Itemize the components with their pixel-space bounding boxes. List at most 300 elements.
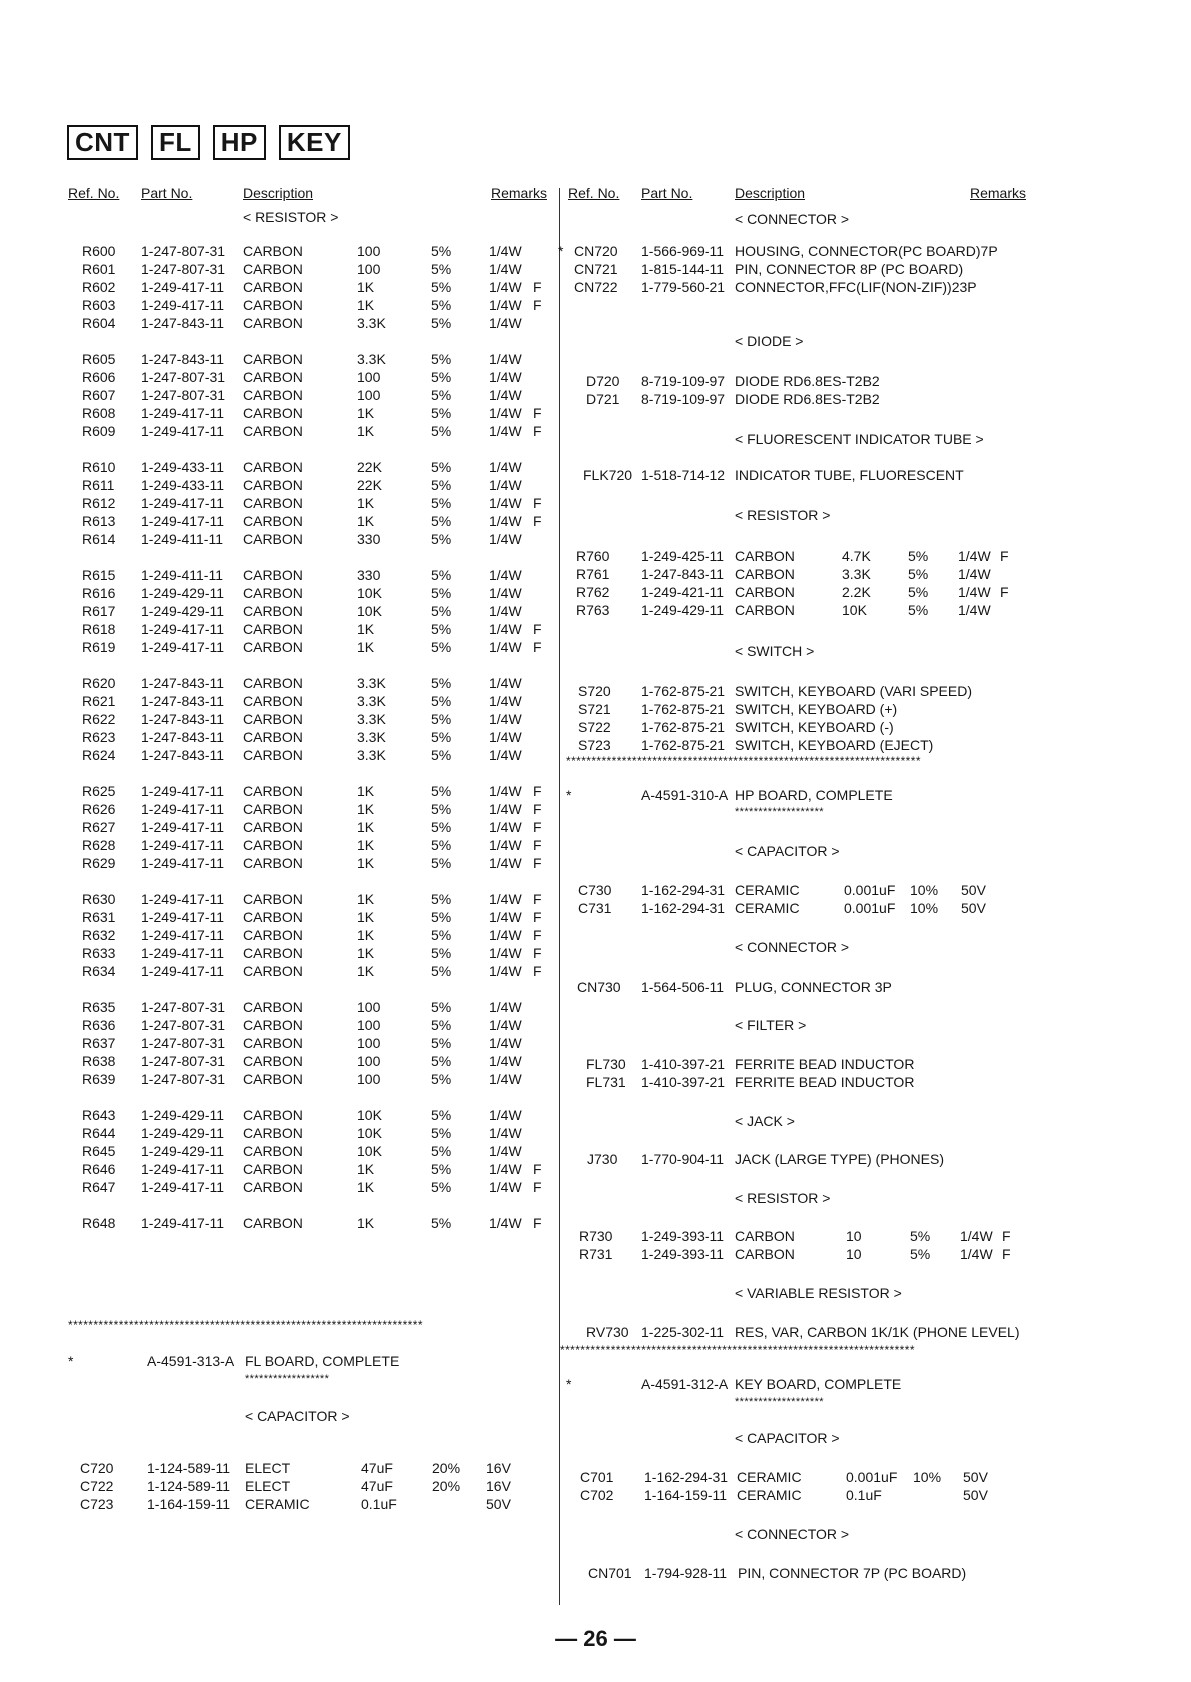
cell-tol: 5% <box>908 584 929 600</box>
table-row <box>68 405 551 423</box>
cell-desc: CARBON <box>735 584 795 600</box>
cell-remark: F <box>533 891 542 907</box>
header-description-right: Description <box>735 185 806 201</box>
cell-ref: CN720 <box>574 243 618 259</box>
cell-ref: R602 <box>82 279 116 295</box>
table-row <box>68 531 551 549</box>
cell-desc: CARBON <box>243 513 303 529</box>
tab-key: KEY <box>279 125 350 160</box>
cell-desc: ELECT <box>245 1460 291 1476</box>
cell-value: 22K <box>357 459 382 475</box>
cell-value: 1K <box>357 891 375 907</box>
cell-voltage: 50V <box>961 882 986 898</box>
cell-power: 1/4W <box>489 801 522 817</box>
table-row <box>568 279 1041 297</box>
category-filter: < FILTER > <box>735 1017 807 1033</box>
cell-value: 100 <box>357 387 381 403</box>
cell-power: 1/4W <box>489 747 522 763</box>
table-row <box>68 999 551 1017</box>
cell-part: 1-247-807-31 <box>141 261 226 277</box>
cell-ref: R628 <box>82 837 116 853</box>
cell-desc: CARBON <box>243 783 303 799</box>
cell-remark: F <box>533 819 542 835</box>
category-connector: < CONNECTOR > <box>735 211 850 227</box>
cell-ref: R610 <box>82 459 116 475</box>
cell-part: 1-249-421-11 <box>641 584 725 600</box>
cell-desc: CARBON <box>243 495 303 511</box>
cell-ref: R648 <box>82 1215 116 1231</box>
cell-desc: CARBON <box>243 1143 303 1159</box>
fl-board-underline: ****************** <box>245 1373 330 1385</box>
table-row <box>568 1565 1041 1583</box>
cell-value: 3.3K <box>357 315 386 331</box>
cell-part: 1-247-843-11 <box>141 351 225 367</box>
cell-part: 1-249-429-11 <box>141 585 225 601</box>
cell-part: 1-162-294-31 <box>641 900 726 916</box>
table-row <box>68 1035 551 1053</box>
cell-remark: F <box>1002 1228 1011 1244</box>
cell-part: 1-249-417-11 <box>141 837 225 853</box>
table-row <box>68 909 551 927</box>
table-row <box>568 737 1041 755</box>
cell-value: 1K <box>357 405 375 421</box>
cell-part: 1-249-417-11 <box>141 1161 225 1177</box>
cell-ref: FLK720 <box>583 467 633 483</box>
cell-remark: F <box>533 945 542 961</box>
cell-value: 1K <box>357 513 375 529</box>
cell-part: 1-815-144-11 <box>641 261 725 277</box>
cell-value: 1K <box>357 855 375 871</box>
cell-part: 1-247-843-11 <box>141 675 225 691</box>
cell-desc: CARBON <box>243 279 303 295</box>
category-switch: < SWITCH > <box>735 643 815 659</box>
header-ref-no: Ref. No. <box>68 185 120 201</box>
column-divider <box>559 188 560 1605</box>
cell-desc: HP BOARD, COMPLETE <box>735 787 893 803</box>
cell-power: 1/4W <box>489 639 522 655</box>
cell-ref: R761 <box>576 566 610 582</box>
cell-remark: F <box>533 639 542 655</box>
cell-tol: 5% <box>431 603 452 619</box>
cell-power: 1/4W <box>489 729 522 745</box>
cell-ref: R608 <box>82 405 116 421</box>
table-row <box>568 584 1041 602</box>
cell-power: 1/4W <box>489 963 522 979</box>
cell-desc: CARBON <box>243 621 303 637</box>
cell-part: 1-247-807-31 <box>141 1035 226 1051</box>
table-row <box>68 1143 551 1161</box>
cell-tol: 20% <box>432 1460 461 1476</box>
cell-tol: 5% <box>431 585 452 601</box>
cell-ref: R622 <box>82 711 116 727</box>
table-row <box>68 1053 551 1071</box>
cell-ref: R624 <box>82 747 116 763</box>
cell-desc: CARBON <box>243 945 303 961</box>
cell-remark: F <box>533 801 542 817</box>
cell-part: 1-249-417-11 <box>141 1179 225 1195</box>
cell-desc: CARBON <box>243 909 303 925</box>
cell-part: 1-247-843-11 <box>141 315 225 331</box>
table-row <box>568 566 1041 584</box>
cell-tol: 5% <box>910 1228 931 1244</box>
cell-desc: CARBON <box>243 1125 303 1141</box>
cell-remark: F <box>533 297 542 313</box>
cell-remark: F <box>533 513 542 529</box>
cell-part: 1-249-417-11 <box>141 639 225 655</box>
cell-desc: ELECT <box>245 1478 291 1494</box>
cell-value: 1K <box>357 963 375 979</box>
category-connector: < CONNECTOR > <box>735 939 850 955</box>
table-row <box>568 261 1041 279</box>
cell-power: 1/4W <box>489 837 522 853</box>
header-description: Description <box>243 185 314 201</box>
cell-remark: F <box>1000 584 1009 600</box>
cell-tol: 5% <box>431 405 452 421</box>
cell-ref: R625 <box>82 783 116 799</box>
cell-power: 1/4W <box>489 711 522 727</box>
category-fluorescent-tube: < FLUORESCENT INDICATOR TUBE > <box>735 431 984 447</box>
cell-ref: S720 <box>578 683 611 699</box>
cell-tol: 5% <box>431 837 452 853</box>
cell-value: 3.3K <box>357 729 386 745</box>
cell-ref: R620 <box>82 675 116 691</box>
cell-ref: R629 <box>82 855 116 871</box>
table-row <box>68 855 551 873</box>
cell-ref: R644 <box>82 1125 116 1141</box>
cell-part: 1-249-393-11 <box>641 1228 725 1244</box>
cell-desc: CARBON <box>243 801 303 817</box>
cell-power: 1/4W <box>489 693 522 709</box>
table-row <box>68 477 551 495</box>
table-row <box>68 1496 551 1514</box>
cell-part: 1-249-417-11 <box>141 279 225 295</box>
cell-power: 1/4W <box>489 531 522 547</box>
cell-desc: CERAMIC <box>735 882 800 898</box>
category-resistor: < RESISTOR > <box>735 507 831 523</box>
cell-tol: 5% <box>431 243 452 259</box>
table-row <box>68 729 551 747</box>
cell-desc: FERRITE BEAD INDUCTOR <box>735 1056 915 1072</box>
cell-power: 1/4W <box>489 1179 522 1195</box>
cell-power: 1/4W <box>489 1071 522 1087</box>
cell-desc: SWITCH, KEYBOARD (VARI SPEED) <box>735 683 972 699</box>
category-capacitor: < CAPACITOR > <box>735 1430 840 1446</box>
cell-power: 1/4W <box>960 1228 993 1244</box>
cell-part: 1-247-807-31 <box>141 387 226 403</box>
cell-part: 1-162-294-31 <box>644 1469 729 1485</box>
cell-tol: 5% <box>431 495 452 511</box>
cell-desc: PIN, CONNECTOR 8P (PC BOARD) <box>735 261 964 277</box>
table-row <box>558 243 1041 261</box>
cell-value: 100 <box>357 243 381 259</box>
cell-ref: R643 <box>82 1107 116 1123</box>
cell-power: 1/4W <box>489 1053 522 1069</box>
table-row <box>68 963 551 981</box>
cell-part: 1-249-433-11 <box>141 477 225 493</box>
section-tabs <box>67 125 363 160</box>
cell-voltage: 50V <box>486 1496 511 1512</box>
cell-value: 1K <box>357 639 375 655</box>
tab-cnt: CNT <box>67 125 138 160</box>
cell-tol: 10% <box>910 900 939 916</box>
cell-ref: S723 <box>578 737 611 753</box>
cell-tol: 5% <box>431 423 452 439</box>
cell-ref: R645 <box>82 1143 116 1159</box>
cell-desc: CARBON <box>243 927 303 943</box>
table-row <box>568 602 1041 620</box>
cell-desc: CERAMIC <box>737 1469 802 1485</box>
key-board-underline: ******************* <box>735 1396 824 1408</box>
cell-value: 1K <box>357 927 375 943</box>
category-resistor: < RESISTOR > <box>735 1190 831 1206</box>
table-row <box>568 1056 1041 1074</box>
cell-value: 330 <box>357 531 381 547</box>
cell-desc: CARBON <box>243 315 303 331</box>
cell-value: 10K <box>357 1143 382 1159</box>
cell-part: 1-249-417-11 <box>141 621 225 637</box>
cell-ref: R627 <box>82 819 116 835</box>
cell-ref: C730 <box>578 882 612 898</box>
cell-part: 1-249-417-11 <box>141 1215 225 1231</box>
cell-part: 1-124-589-11 <box>147 1460 231 1476</box>
table-row <box>568 1228 1041 1246</box>
cell-part: 1-249-417-11 <box>141 783 225 799</box>
cell-desc: PIN, CONNECTOR 7P (PC BOARD) <box>738 1565 967 1581</box>
table-row <box>68 1215 551 1233</box>
cell-tol: 5% <box>431 963 452 979</box>
cell-part: 1-247-807-31 <box>141 369 226 385</box>
cell-tol: 5% <box>431 477 452 493</box>
cell-tol: 5% <box>431 747 452 763</box>
hp-board-row <box>568 787 1041 805</box>
cell-voltage: 50V <box>963 1469 988 1485</box>
cell-part: 1-247-843-11 <box>641 566 725 582</box>
cell-part: 1-247-807-31 <box>141 1071 226 1087</box>
cell-remark: F <box>1002 1246 1011 1262</box>
cell-desc: CARBON <box>243 1053 303 1069</box>
table-row <box>68 297 551 315</box>
cell-part: 1-249-429-11 <box>141 1107 225 1123</box>
table-row <box>68 261 551 279</box>
cell-part: 1-249-417-11 <box>141 423 225 439</box>
cell-ref: R607 <box>82 387 116 403</box>
cell-ref: C702 <box>580 1487 614 1503</box>
cell-value: 10 <box>846 1228 862 1244</box>
cell-power: 1/4W <box>489 999 522 1015</box>
cell-voltage: 16V <box>486 1478 511 1494</box>
cell-part: 1-249-425-11 <box>641 548 725 564</box>
cell-ref: FL730 <box>586 1056 626 1072</box>
table-row <box>568 1324 1041 1342</box>
table-row <box>568 900 1041 918</box>
cell-tol: 5% <box>431 369 452 385</box>
cell-value: 3.3K <box>357 675 386 691</box>
table-row <box>568 467 1041 485</box>
cell-ref: R614 <box>82 531 116 547</box>
cell-power: 1/4W <box>489 603 522 619</box>
page-number: — 26 — <box>555 1626 636 1651</box>
cell-power: 1/4W <box>489 315 522 331</box>
cell-power: 1/4W <box>489 1035 522 1051</box>
cell-ref: R612 <box>82 495 116 511</box>
cell-ref: CN722 <box>574 279 618 295</box>
cell-desc: CARBON <box>735 1246 795 1262</box>
cell-part: 1-762-875-21 <box>641 683 726 699</box>
cell-value: 330 <box>357 567 381 583</box>
cell-voltage: 50V <box>961 900 986 916</box>
cell-ref: R630 <box>82 891 116 907</box>
cell-desc: CARBON <box>243 459 303 475</box>
cell-part: 1-779-560-21 <box>641 279 726 295</box>
cell-voltage: 50V <box>963 1487 988 1503</box>
table-row <box>68 711 551 729</box>
table-row <box>568 719 1041 737</box>
table-row <box>68 1107 551 1125</box>
cell-ref: R621 <box>82 693 116 709</box>
cell-desc: CARBON <box>243 693 303 709</box>
cell-ref: D721 <box>586 391 620 407</box>
cell-power: 1/4W <box>489 567 522 583</box>
cell-tol: 5% <box>431 387 452 403</box>
cell-part: 1-249-411-11 <box>141 567 223 583</box>
cell-power: 1/4W <box>958 566 991 582</box>
separator-stars: ********************************************************************** <box>566 754 921 768</box>
cell-desc: CERAMIC <box>737 1487 802 1503</box>
cell-ref: R600 <box>82 243 116 259</box>
category-diode: < DIODE > <box>735 333 804 349</box>
cell-part: 1-249-417-11 <box>141 963 225 979</box>
cell-part: 1-762-875-21 <box>641 737 726 753</box>
cell-tol: 5% <box>431 1143 452 1159</box>
cell-power: 1/4W <box>489 495 522 511</box>
table-row <box>68 747 551 765</box>
table-row <box>568 979 1041 997</box>
fl-board-row <box>68 1353 551 1371</box>
cell-power: 1/4W <box>958 602 991 618</box>
category-connector: < CONNECTOR > <box>735 1526 850 1542</box>
cell-ref: R730 <box>579 1228 613 1244</box>
cell-desc: CARBON <box>243 243 303 259</box>
header-part-no: Part No. <box>141 185 193 201</box>
cell-power: 1/4W <box>489 945 522 961</box>
cell-tol: 5% <box>431 711 452 727</box>
cell-power: 1/4W <box>489 261 522 277</box>
cell-tol: 5% <box>431 351 452 367</box>
cell-desc: FERRITE BEAD INDUCTOR <box>735 1074 915 1090</box>
table-row <box>68 387 551 405</box>
cell-desc: CARBON <box>243 585 303 601</box>
cell-power: 1/4W <box>489 369 522 385</box>
cell-value: 4.7K <box>842 548 871 564</box>
cell-power: 1/4W <box>489 279 522 295</box>
cell-value: 100 <box>357 369 381 385</box>
cell-ref: D720 <box>586 373 620 389</box>
cell-power: 1/4W <box>489 1017 522 1033</box>
cell-ref: R611 <box>82 477 115 493</box>
cell-tol: 5% <box>431 297 452 313</box>
cell-part: 8-719-109-97 <box>641 373 726 389</box>
category-capacitor: < CAPACITOR > <box>245 1408 350 1424</box>
cell-value: 10K <box>357 1107 382 1123</box>
cell-ref: R626 <box>82 801 116 817</box>
cell-part: 1-410-397-21 <box>641 1074 726 1090</box>
cell-ref: J730 <box>587 1151 618 1167</box>
cell-ref: R603 <box>82 297 116 313</box>
cell-part: 1-762-875-21 <box>641 701 726 717</box>
cell-remark: F <box>533 495 542 511</box>
table-row <box>68 585 551 603</box>
cell-power: 1/4W <box>489 891 522 907</box>
cell-value: 1K <box>357 279 375 295</box>
cell-tol: 5% <box>431 261 452 277</box>
cell-power: 1/4W <box>960 1246 993 1262</box>
cell-tol: 10% <box>910 882 939 898</box>
cell-desc: SWITCH, KEYBOARD (-) <box>735 719 894 735</box>
cell-value: 1K <box>357 1179 375 1195</box>
table-row <box>68 783 551 801</box>
cell-part: 1-249-417-11 <box>141 405 225 421</box>
cell-tol: 5% <box>431 891 452 907</box>
cell-desc: CARBON <box>243 405 303 421</box>
cell-part: 1-249-429-11 <box>141 603 225 619</box>
asterisk-mark: * <box>566 1376 572 1392</box>
table-row <box>68 459 551 477</box>
cell-part: 1-564-506-11 <box>641 979 725 995</box>
cell-desc: CONNECTOR,FFC(LIF(NON-ZIF))23P <box>735 279 977 295</box>
cell-value: 1K <box>357 1215 375 1231</box>
cell-value: 3.3K <box>357 693 386 709</box>
cell-tol: 5% <box>431 513 452 529</box>
cell-desc: PLUG, CONNECTOR 3P <box>735 979 892 995</box>
cell-remark: F <box>533 405 542 421</box>
cell-desc: CARBON <box>243 855 303 871</box>
cell-tol: 5% <box>431 315 452 331</box>
cell-desc: JACK (LARGE TYPE) (PHONES) <box>735 1151 945 1167</box>
cell-ref: R604 <box>82 315 116 331</box>
cell-tol: 5% <box>431 729 452 745</box>
cell-ref: R636 <box>82 1017 116 1033</box>
cell-power: 1/4W <box>958 548 991 564</box>
cell-part: 1-794-928-11 <box>644 1565 728 1581</box>
table-row <box>68 243 551 261</box>
cell-ref: C701 <box>580 1469 614 1485</box>
cell-tol: 5% <box>908 602 929 618</box>
cell-ref: R616 <box>82 585 116 601</box>
cell-tol: 5% <box>431 1053 452 1069</box>
cell-power: 1/4W <box>489 387 522 403</box>
cell-part: 1-518-714-12 <box>641 467 726 483</box>
cell-power: 1/4W <box>489 675 522 691</box>
cell-ref: R615 <box>82 567 116 583</box>
cell-power: 1/4W <box>489 405 522 421</box>
cell-value: 22K <box>357 477 382 493</box>
table-row <box>68 891 551 909</box>
header-remarks-right: Remarks <box>970 185 1027 201</box>
asterisk-mark: * <box>558 243 564 259</box>
cell-tol: 5% <box>908 548 929 564</box>
cell-desc: CARBON <box>243 261 303 277</box>
cell-part: 1-247-807-31 <box>141 1053 226 1069</box>
fl-board-mark: * <box>68 1353 74 1369</box>
cell-power: 1/4W <box>489 783 522 799</box>
cell-value: 100 <box>357 1035 381 1051</box>
cell-ref: R637 <box>82 1035 116 1051</box>
cell-power: 1/4W <box>489 819 522 835</box>
cell-desc: CARBON <box>243 1071 303 1087</box>
asterisk-mark: * <box>566 787 572 803</box>
cell-ref: R631 <box>82 909 116 925</box>
cell-ref: C731 <box>578 900 612 916</box>
